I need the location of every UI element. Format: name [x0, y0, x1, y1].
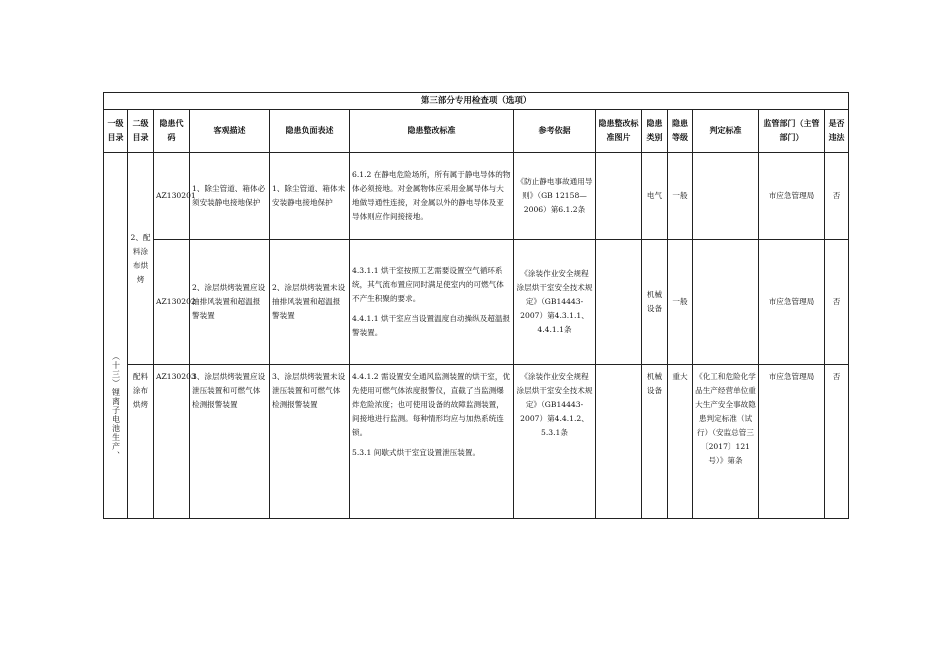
standard-cell — [350, 240, 514, 365]
illegal-cell: 否 — [825, 365, 849, 519]
illegal-cell: 否 — [825, 153, 849, 240]
criterion-cell — [693, 240, 759, 365]
header-level2: 二级目录 — [128, 110, 154, 153]
category-cell: 电气 — [642, 153, 668, 240]
criterion-cell: 《化工和危险化学品生产经营单位重大生产安全事故隐患判定标准（试行）（安监总管三〔2017〕121号）》第条 — [693, 365, 759, 519]
objective-cell: 2、涂层烘烤装置应设抽排风装置和超温报警装置 — [190, 240, 270, 365]
header-category: 隐患类别 — [642, 110, 668, 153]
criterion-cell — [693, 153, 759, 240]
header-level1: 一级目录 — [104, 110, 128, 153]
code-cell: AZ130201 — [154, 153, 190, 240]
picture-cell — [596, 153, 642, 240]
reference-cell: 《涂装作业安全规程 涂层烘干室安全技术规定》（GB14443-2007）第4.3.1.1、4.4.1.1条 — [514, 240, 596, 365]
header-criterion: 判定标准 — [693, 110, 759, 153]
negative-cell: 2、涂层烘烤装置未设抽排风装置和超温报警装置 — [270, 240, 350, 365]
dept-cell: 市应急管理局 — [759, 240, 825, 365]
header-objective: 客观描述 — [190, 110, 270, 153]
table-row — [104, 240, 849, 365]
dept-cell: 市应急管理局 — [759, 365, 825, 519]
level2-cell: 2、配料涂布烘烤 — [128, 153, 154, 365]
table-row — [104, 365, 849, 519]
standard-para: 4.4.1.2 需设置安全通风监测装置的烘干室，优先使用可燃气体浓度报警仪，直截了当监测爆炸危险浓度；也可使用设备的故障监测装置，间接地进行监测。每种情形均应与加热系统连锁。 — [352, 372, 511, 437]
objective-cell: 3、涂层烘烤装置应设泄压装置和可燃气体检测报警装置 — [190, 365, 270, 519]
standard-para: 5.3.1 间歇式烘干室宜设置泄压装置。 — [352, 448, 481, 457]
header-dept: 监管部门（主管部门） — [759, 110, 825, 153]
illegal-cell: 否 — [825, 240, 849, 365]
reference-cell: 《涂装作业安全规程 涂层烘干室安全技术规定》（GB14443-2007）第4.4.1.2、5.3.1条 — [514, 365, 596, 519]
grade-cell: 一般 — [668, 240, 693, 365]
picture-cell — [596, 240, 642, 365]
header-code: 隐患代码 — [154, 110, 190, 153]
grade-cell: 一般 — [668, 153, 693, 240]
category-cell: 机械设备 — [642, 365, 668, 519]
standard-para: 4.4.1.1 烘干室应当设置温度自动操纵及超温报警装置。 — [352, 314, 511, 337]
table-row — [104, 153, 849, 240]
header-grade: 隐患等级 — [668, 110, 693, 153]
standard-cell — [350, 153, 514, 240]
standard-para: 4.3.1.1 烘干室按照工艺需要设置空气循环系统，其气流布置应同时满足使室内的可燃气体不产生积聚的要求。 — [352, 266, 504, 303]
header-picture: 隐患整改标准图片 — [596, 110, 642, 153]
inspection-table — [103, 92, 849, 519]
table-title: 第三部分专用检查项（选项） — [104, 93, 849, 110]
code-cell: AZ130203 — [154, 365, 190, 519]
picture-cell — [596, 365, 642, 519]
negative-cell: 3、涂层烘烤装置未设泄压装置和可燃气体检测报警装置 — [270, 365, 350, 519]
inspection-table-sheet — [103, 92, 848, 519]
reference-cell: 《防止静电事故通用导则》（GB 12158—2006）第6.1.2条 — [514, 153, 596, 240]
header-negative: 隐患负面表述 — [270, 110, 350, 153]
standard-para: 6.1.2 在静电危险场所，所有属于静电导体的物体必须接地。对金属物体应采用金属导体与大地做导通性连接，对金属以外的静电导体及亚导体则应作间接接地。 — [352, 170, 511, 221]
header-standard: 隐患整改标准 — [350, 110, 514, 153]
grade-cell: 重大 — [668, 365, 693, 519]
header-illegal: 是否违法 — [825, 110, 849, 153]
standard-cell — [350, 365, 514, 519]
header-reference: 参考依据 — [514, 110, 596, 153]
code-cell: AZ130202 — [154, 240, 190, 365]
objective-cell: 1、除尘管道、箱体必须安装静电接地保护 — [190, 153, 270, 240]
dept-cell: 市应急管理局 — [759, 153, 825, 240]
level2-cell: 配料涂布烘烤 — [128, 365, 154, 519]
level1-text: （十三）锂离子电池生产、 — [111, 351, 121, 460]
level1-cell — [104, 153, 128, 519]
negative-cell: 1、除尘管道、箱体未安装静电接地保护 — [270, 153, 350, 240]
category-cell: 机械设备 — [642, 240, 668, 365]
